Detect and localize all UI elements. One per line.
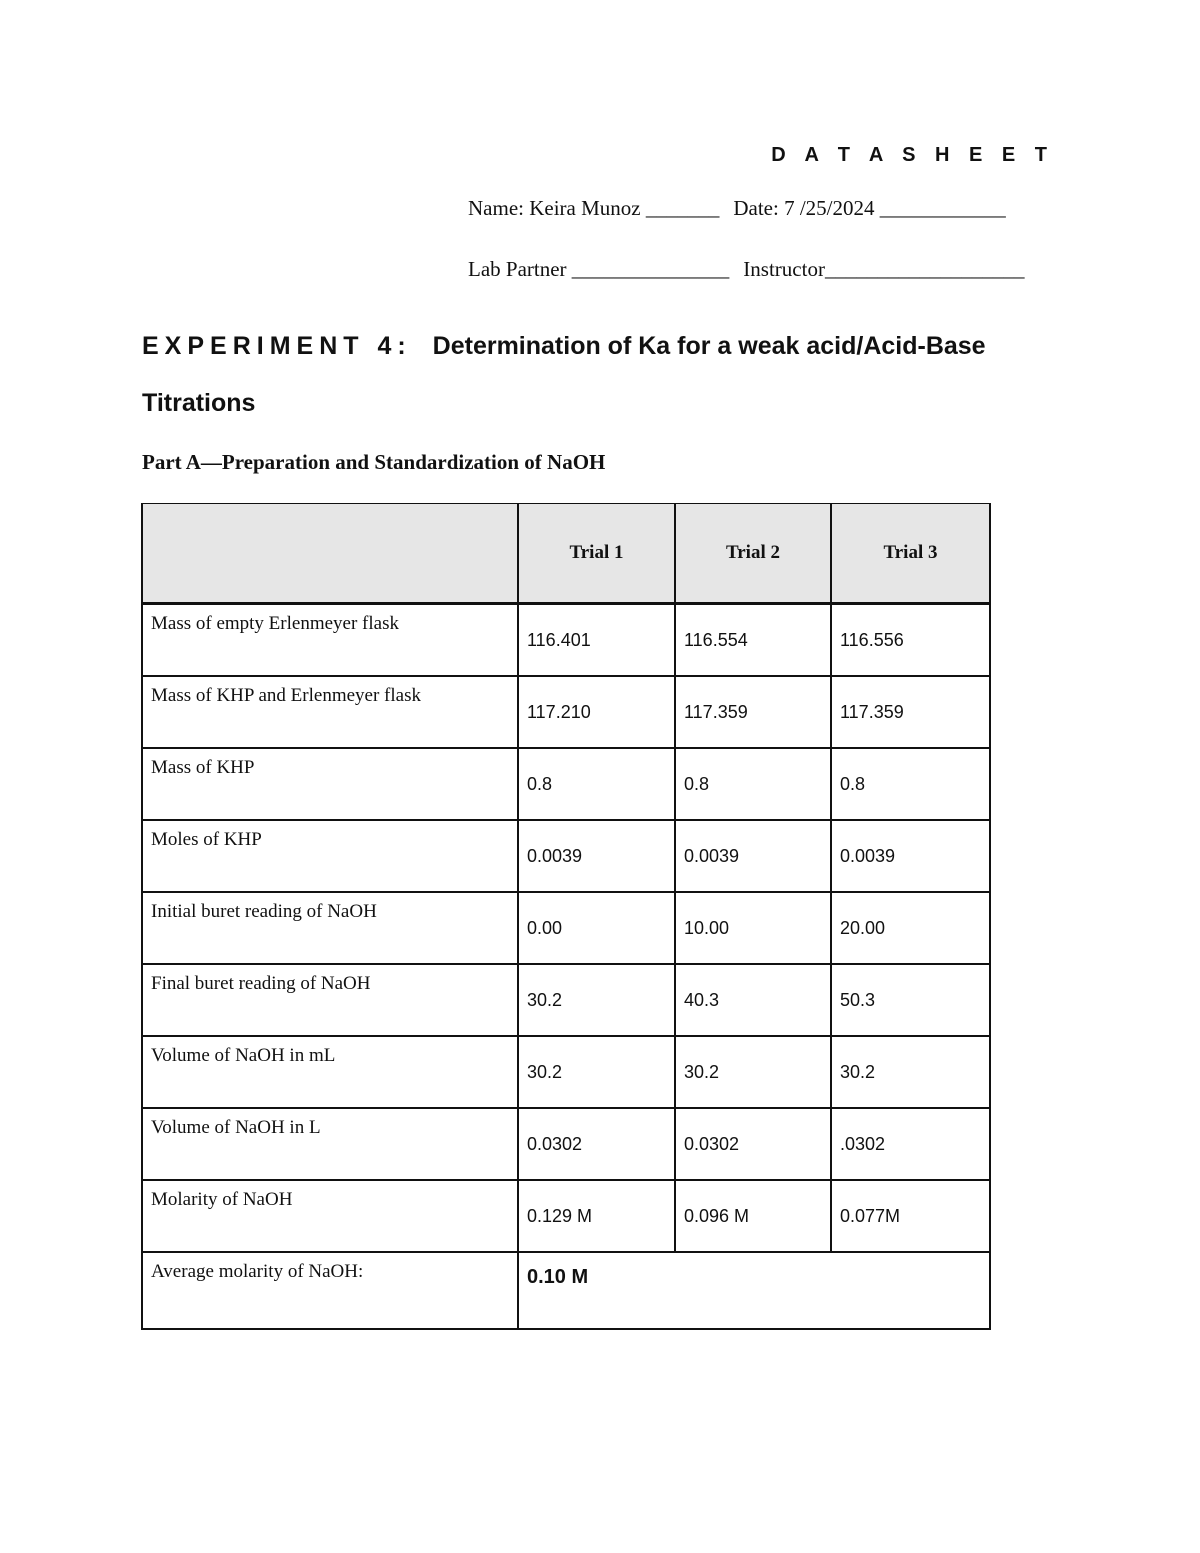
trial-1-cell: 117.210: [518, 676, 675, 748]
trial-2-cell: 0.8: [675, 748, 831, 820]
lab-partner-field: Lab Partner _______________: [468, 257, 730, 281]
date-field: Date: 7 /25/2024 ____________: [733, 196, 1006, 220]
average-value: 0.10 M: [518, 1252, 990, 1329]
row-label: Moles of KHP: [142, 820, 518, 892]
trial-2-cell: 116.554: [675, 604, 831, 677]
trial-1-cell: 0.129 M: [518, 1180, 675, 1252]
experiment-heading: [142, 318, 1042, 432]
table-row: [142, 892, 990, 964]
trial-3-cell: 20.00: [831, 892, 990, 964]
name-date-line: [468, 196, 1006, 221]
table-row: [142, 820, 990, 892]
row-label: Initial buret reading of NaOH: [142, 892, 518, 964]
trial-1-cell: 0.0039: [518, 820, 675, 892]
table-header-row: [142, 504, 990, 604]
header-trial-3: Trial 3: [831, 504, 990, 604]
header-trial-2: Trial 2: [675, 504, 831, 604]
row-label: Final buret reading of NaOH: [142, 964, 518, 1036]
header-trial-1: Trial 1: [518, 504, 675, 604]
trial-2-cell: 0.0039: [675, 820, 831, 892]
table-row: [142, 748, 990, 820]
trial-2-cell: 117.359: [675, 676, 831, 748]
standardization-table: [141, 503, 991, 1330]
trial-2-cell: 0.0302: [675, 1108, 831, 1180]
partner-instructor-line: [468, 257, 1024, 282]
part-a-heading: Part A—Preparation and Standardization of NaOH: [142, 450, 606, 474]
average-row: [142, 1252, 990, 1329]
trial-2-cell: 10.00: [675, 892, 831, 964]
trial-3-cell: 0.0039: [831, 820, 990, 892]
trial-2-cell: 40.3: [675, 964, 831, 1036]
trial-3-cell: .0302: [831, 1108, 990, 1180]
trial-1-cell: 0.0302: [518, 1108, 675, 1180]
trial-3-cell: 116.556: [831, 604, 990, 677]
trial-3-cell: 0.8: [831, 748, 990, 820]
trial-3-cell: 30.2: [831, 1036, 990, 1108]
row-label: Mass of empty Erlenmeyer flask: [142, 604, 518, 677]
trial-1-cell: 0.00: [518, 892, 675, 964]
table-row: [142, 1180, 990, 1252]
row-label: Volume of NaOH in L: [142, 1108, 518, 1180]
row-label: Mass of KHP and Erlenmeyer flask: [142, 676, 518, 748]
row-label: Mass of KHP: [142, 748, 518, 820]
average-label: Average molarity of NaOH:: [142, 1252, 518, 1329]
trial-1-cell: 116.401: [518, 604, 675, 677]
row-label: Molarity of NaOH: [142, 1180, 518, 1252]
trial-3-cell: 0.077M: [831, 1180, 990, 1252]
table-row: [142, 604, 990, 677]
header-blank-cell: [142, 504, 518, 604]
trial-1-cell: 30.2: [518, 964, 675, 1036]
trial-3-cell: 117.359: [831, 676, 990, 748]
data-sheet-title: D A T A S H E E T: [771, 144, 1054, 166]
experiment-number: EXPERIMENT 4:: [142, 332, 412, 360]
row-label: Volume of NaOH in mL: [142, 1036, 518, 1108]
table-row: [142, 964, 990, 1036]
name-field: Name: Keira Munoz _______: [468, 196, 720, 220]
experiment-title: Determination of Ka for a weak acid/Acid-Base Titrations: [142, 332, 986, 417]
trial-2-cell: 0.096 M: [675, 1180, 831, 1252]
table-row: [142, 676, 990, 748]
trial-2-cell: 30.2: [675, 1036, 831, 1108]
trial-3-cell: 50.3: [831, 964, 990, 1036]
instructor-field: Instructor___________________: [743, 257, 1025, 281]
trial-1-cell: 0.8: [518, 748, 675, 820]
table-row: [142, 1108, 990, 1180]
trial-1-cell: 30.2: [518, 1036, 675, 1108]
table-row: [142, 1036, 990, 1108]
